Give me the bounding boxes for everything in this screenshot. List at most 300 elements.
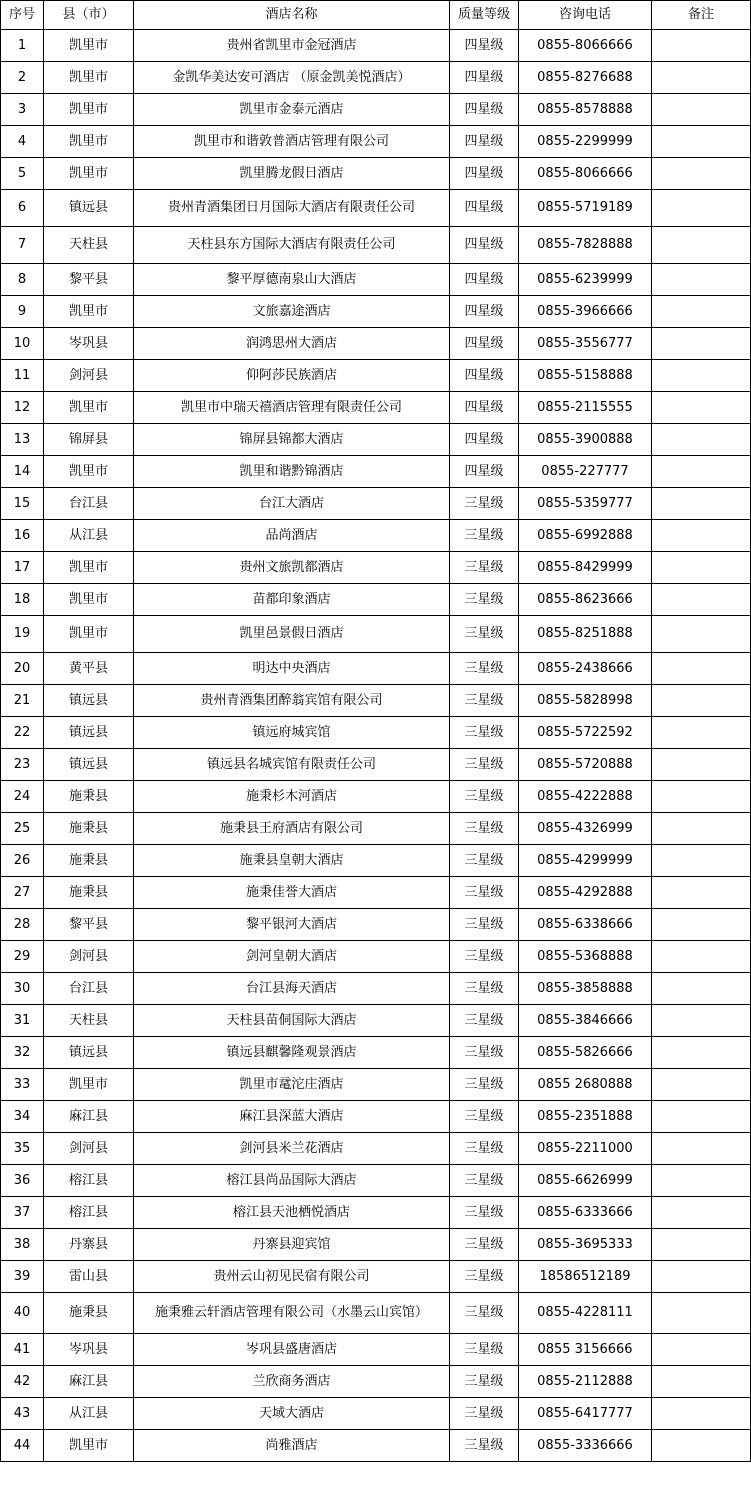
table-row (1, 1037, 751, 1069)
cell-no: 17 (1, 552, 44, 584)
cell-phone: 0855-5368888 (519, 941, 652, 973)
table-row (1, 1334, 751, 1366)
cell-grade: 三星级 (450, 1197, 519, 1229)
cell-note (652, 158, 751, 190)
table-row (1, 909, 751, 941)
table-row (1, 360, 751, 392)
cell-phone: 0855-5828998 (519, 685, 652, 717)
cell-hotel-name: 锦屏县锦都大酒店 (134, 424, 450, 456)
cell-grade: 四星级 (450, 227, 519, 264)
table-row (1, 190, 751, 227)
cell-grade: 三星级 (450, 685, 519, 717)
cell-county: 丹寨县 (44, 1229, 134, 1261)
cell-grade: 四星级 (450, 424, 519, 456)
cell-no: 40 (1, 1293, 44, 1334)
table-row (1, 126, 751, 158)
cell-grade: 四星级 (450, 158, 519, 190)
cell-note (652, 94, 751, 126)
cell-phone: 0855-8251888 (519, 616, 652, 653)
cell-no: 1 (1, 30, 44, 62)
cell-county: 镇远县 (44, 685, 134, 717)
cell-hotel-name: 润鸿思州大酒店 (134, 328, 450, 360)
cell-phone: 0855-6992888 (519, 520, 652, 552)
cell-hotel-name: 榕江县尚品国际大酒店 (134, 1165, 450, 1197)
cell-no: 18 (1, 584, 44, 616)
cell-no: 39 (1, 1261, 44, 1293)
cell-phone: 0855-3966666 (519, 296, 652, 328)
cell-no: 30 (1, 973, 44, 1005)
cell-grade: 四星级 (450, 456, 519, 488)
header-hotel-name: 酒店名称 (134, 1, 450, 30)
cell-phone: 0855-8066666 (519, 158, 652, 190)
cell-county: 榕江县 (44, 1197, 134, 1229)
cell-hotel-name: 黎平银河大酒店 (134, 909, 450, 941)
cell-hotel-name: 施秉杉木河酒店 (134, 781, 450, 813)
cell-note (652, 1197, 751, 1229)
cell-note (652, 1366, 751, 1398)
cell-note (652, 1398, 751, 1430)
cell-grade: 三星级 (450, 552, 519, 584)
cell-county: 岑巩县 (44, 1334, 134, 1366)
cell-grade: 三星级 (450, 1037, 519, 1069)
cell-county: 台江县 (44, 973, 134, 1005)
cell-grade: 四星级 (450, 392, 519, 424)
cell-no: 14 (1, 456, 44, 488)
cell-grade: 四星级 (450, 62, 519, 94)
table-row (1, 158, 751, 190)
cell-grade: 三星级 (450, 781, 519, 813)
cell-note (652, 1133, 751, 1165)
cell-note (652, 227, 751, 264)
cell-hotel-name: 黎平厚德南泉山大酒店 (134, 264, 450, 296)
cell-hotel-name: 台江县海天酒店 (134, 973, 450, 1005)
cell-grade: 三星级 (450, 616, 519, 653)
table-row (1, 813, 751, 845)
cell-note (652, 1037, 751, 1069)
cell-note (652, 781, 751, 813)
cell-no: 37 (1, 1197, 44, 1229)
cell-phone: 0855-7828888 (519, 227, 652, 264)
cell-phone: 0855-6338666 (519, 909, 652, 941)
cell-note (652, 1261, 751, 1293)
cell-note (652, 552, 751, 584)
cell-hotel-name: 贵州省凯里市金冠酒店 (134, 30, 450, 62)
table-row (1, 1261, 751, 1293)
cell-county: 凯里市 (44, 456, 134, 488)
cell-hotel-name: 凯里腾龙假日酒店 (134, 158, 450, 190)
cell-no: 26 (1, 845, 44, 877)
table-row (1, 1430, 751, 1462)
cell-hotel-name: 凯里和谐黔锦酒店 (134, 456, 450, 488)
cell-phone: 0855-3858888 (519, 973, 652, 1005)
cell-county: 施秉县 (44, 1293, 134, 1334)
cell-no: 27 (1, 877, 44, 909)
cell-county: 凯里市 (44, 1069, 134, 1101)
cell-no: 16 (1, 520, 44, 552)
cell-county: 施秉县 (44, 781, 134, 813)
cell-grade: 四星级 (450, 94, 519, 126)
cell-hotel-name: 品尚酒店 (134, 520, 450, 552)
cell-hotel-name: 明达中央酒店 (134, 653, 450, 685)
cell-grade: 三星级 (450, 973, 519, 1005)
cell-note (652, 264, 751, 296)
cell-hotel-name: 镇远县名城宾馆有限责任公司 (134, 749, 450, 781)
cell-county: 镇远县 (44, 717, 134, 749)
cell-hotel-name: 凯里市金泰元酒店 (134, 94, 450, 126)
cell-phone: 0855-3846666 (519, 1005, 652, 1037)
cell-no: 5 (1, 158, 44, 190)
cell-grade: 三星级 (450, 1229, 519, 1261)
cell-note (652, 1334, 751, 1366)
table-body (1, 30, 751, 1462)
cell-hotel-name: 文旅嘉途酒店 (134, 296, 450, 328)
cell-phone: 18586512189 (519, 1261, 652, 1293)
cell-no: 36 (1, 1165, 44, 1197)
cell-note (652, 62, 751, 94)
cell-grade: 三星级 (450, 749, 519, 781)
cell-county: 岑巩县 (44, 328, 134, 360)
cell-phone: 0855-3556777 (519, 328, 652, 360)
cell-note (652, 941, 751, 973)
cell-no: 28 (1, 909, 44, 941)
cell-note (652, 973, 751, 1005)
cell-no: 33 (1, 1069, 44, 1101)
table-row (1, 685, 751, 717)
cell-grade: 四星级 (450, 296, 519, 328)
cell-county: 凯里市 (44, 392, 134, 424)
cell-phone: 0855-4299999 (519, 845, 652, 877)
header-note: 备注 (652, 1, 751, 30)
cell-hotel-name: 天柱县苗侗国际大酒店 (134, 1005, 450, 1037)
cell-phone: 0855-2438666 (519, 653, 652, 685)
cell-no: 7 (1, 227, 44, 264)
cell-no: 34 (1, 1101, 44, 1133)
cell-no: 32 (1, 1037, 44, 1069)
cell-county: 镇远县 (44, 190, 134, 227)
cell-county: 凯里市 (44, 30, 134, 62)
cell-phone: 0855-4326999 (519, 813, 652, 845)
cell-hotel-name: 镇远府城宾馆 (134, 717, 450, 749)
cell-hotel-name: 天柱县东方国际大酒店有限责任公司 (134, 227, 450, 264)
cell-county: 从江县 (44, 1398, 134, 1430)
cell-phone: 0855-2112888 (519, 1366, 652, 1398)
cell-hotel-name: 贵州青酒集团醉翁宾馆有限公司 (134, 685, 450, 717)
cell-note (652, 1229, 751, 1261)
cell-county: 凯里市 (44, 296, 134, 328)
cell-phone: 0855 3156666 (519, 1334, 652, 1366)
cell-grade: 三星级 (450, 1430, 519, 1462)
cell-county: 剑河县 (44, 360, 134, 392)
table-row (1, 392, 751, 424)
table-row (1, 845, 751, 877)
table-row (1, 1069, 751, 1101)
cell-county: 施秉县 (44, 877, 134, 909)
cell-grade: 三星级 (450, 845, 519, 877)
cell-note (652, 30, 751, 62)
cell-grade: 三星级 (450, 653, 519, 685)
table-row (1, 520, 751, 552)
cell-hotel-name: 兰欣商务酒店 (134, 1366, 450, 1398)
cell-county: 黄平县 (44, 653, 134, 685)
cell-county: 黎平县 (44, 909, 134, 941)
cell-hotel-name: 丹寨县迎宾馆 (134, 1229, 450, 1261)
cell-hotel-name: 剑河皇朝大酒店 (134, 941, 450, 973)
cell-grade: 三星级 (450, 717, 519, 749)
cell-no: 23 (1, 749, 44, 781)
cell-grade: 三星级 (450, 1165, 519, 1197)
cell-no: 11 (1, 360, 44, 392)
cell-grade: 三星级 (450, 813, 519, 845)
cell-no: 31 (1, 1005, 44, 1037)
cell-county: 凯里市 (44, 126, 134, 158)
cell-no: 8 (1, 264, 44, 296)
cell-note (652, 1165, 751, 1197)
cell-no: 15 (1, 488, 44, 520)
cell-grade: 三星级 (450, 909, 519, 941)
cell-no: 20 (1, 653, 44, 685)
cell-phone: 0855-2211000 (519, 1133, 652, 1165)
cell-note (652, 813, 751, 845)
cell-hotel-name: 天域大酒店 (134, 1398, 450, 1430)
cell-no: 3 (1, 94, 44, 126)
cell-hotel-name: 施秉县王府酒店有限公司 (134, 813, 450, 845)
cell-note (652, 456, 751, 488)
cell-phone: 0855 2680888 (519, 1069, 652, 1101)
cell-phone: 0855-6239999 (519, 264, 652, 296)
cell-note (652, 328, 751, 360)
cell-note (652, 392, 751, 424)
cell-note (652, 616, 751, 653)
cell-county: 凯里市 (44, 552, 134, 584)
cell-note (652, 126, 751, 158)
table-row (1, 749, 751, 781)
cell-phone: 0855-6417777 (519, 1398, 652, 1430)
cell-county: 剑河县 (44, 941, 134, 973)
cell-hotel-name: 苗都印象酒店 (134, 584, 450, 616)
cell-phone: 0855-5720888 (519, 749, 652, 781)
cell-note (652, 1069, 751, 1101)
cell-note (652, 653, 751, 685)
cell-grade: 四星级 (450, 264, 519, 296)
cell-no: 44 (1, 1430, 44, 1462)
table-row (1, 1197, 751, 1229)
header-grade: 质量等级 (450, 1, 519, 30)
cell-phone: 0855-4292888 (519, 877, 652, 909)
cell-no: 4 (1, 126, 44, 158)
cell-county: 黎平县 (44, 264, 134, 296)
cell-note (652, 360, 751, 392)
cell-county: 雷山县 (44, 1261, 134, 1293)
cell-county: 施秉县 (44, 813, 134, 845)
table-row (1, 1005, 751, 1037)
cell-grade: 三星级 (450, 1101, 519, 1133)
cell-hotel-name: 凯里市和谐敦普酒店管理有限公司 (134, 126, 450, 158)
cell-phone: 0855-4222888 (519, 781, 652, 813)
cell-no: 22 (1, 717, 44, 749)
cell-no: 13 (1, 424, 44, 456)
cell-grade: 三星级 (450, 1069, 519, 1101)
cell-no: 2 (1, 62, 44, 94)
cell-note (652, 296, 751, 328)
cell-no: 38 (1, 1229, 44, 1261)
table-row (1, 94, 751, 126)
cell-no: 29 (1, 941, 44, 973)
cell-county: 凯里市 (44, 584, 134, 616)
cell-note (652, 1293, 751, 1334)
cell-note (652, 749, 751, 781)
cell-no: 21 (1, 685, 44, 717)
cell-phone: 0855-3900888 (519, 424, 652, 456)
cell-grade: 三星级 (450, 1334, 519, 1366)
table-row (1, 877, 751, 909)
cell-hotel-name: 镇远县麒馨隆观景酒店 (134, 1037, 450, 1069)
cell-hotel-name: 榕江县天池栖悦酒店 (134, 1197, 450, 1229)
cell-grade: 三星级 (450, 1366, 519, 1398)
table-row (1, 552, 751, 584)
cell-county: 凯里市 (44, 158, 134, 190)
table-row (1, 1366, 751, 1398)
cell-grade: 四星级 (450, 126, 519, 158)
cell-county: 麻江县 (44, 1366, 134, 1398)
cell-grade: 三星级 (450, 1005, 519, 1037)
header-phone: 咨询电话 (519, 1, 652, 30)
cell-hotel-name: 麻江县深蓝大酒店 (134, 1101, 450, 1133)
cell-note (652, 1005, 751, 1037)
cell-no: 19 (1, 616, 44, 653)
cell-grade: 三星级 (450, 1293, 519, 1334)
cell-note (652, 488, 751, 520)
cell-grade: 四星级 (450, 190, 519, 227)
header-no: 序号 (1, 1, 44, 30)
cell-county: 凯里市 (44, 1430, 134, 1462)
cell-phone: 0855-6626999 (519, 1165, 652, 1197)
header-county: 县（市） (44, 1, 134, 30)
cell-note (652, 717, 751, 749)
cell-phone: 0855-5719189 (519, 190, 652, 227)
table-row (1, 584, 751, 616)
cell-phone: 0855-2299999 (519, 126, 652, 158)
cell-note (652, 1430, 751, 1462)
cell-hotel-name: 岑巩县盛唐酒店 (134, 1334, 450, 1366)
table-row (1, 781, 751, 813)
table-row (1, 1165, 751, 1197)
cell-grade: 三星级 (450, 941, 519, 973)
cell-phone: 0855-4228111 (519, 1293, 652, 1334)
cell-phone: 0855-5359777 (519, 488, 652, 520)
table-row (1, 941, 751, 973)
cell-county: 施秉县 (44, 845, 134, 877)
cell-no: 24 (1, 781, 44, 813)
cell-note (652, 424, 751, 456)
cell-no: 12 (1, 392, 44, 424)
cell-hotel-name: 仰阿莎民族酒店 (134, 360, 450, 392)
cell-grade: 三星级 (450, 1261, 519, 1293)
cell-note (652, 1101, 751, 1133)
table-row (1, 1229, 751, 1261)
cell-hotel-name: 凯里邑景假日酒店 (134, 616, 450, 653)
table-row (1, 424, 751, 456)
cell-phone: 0855-2115555 (519, 392, 652, 424)
table-row (1, 1293, 751, 1334)
cell-hotel-name: 贵州文旅凯都酒店 (134, 552, 450, 584)
cell-phone: 0855-8623666 (519, 584, 652, 616)
cell-hotel-name: 尚雅酒店 (134, 1430, 450, 1462)
cell-phone: 0855-227777 (519, 456, 652, 488)
table-row (1, 1398, 751, 1430)
cell-hotel-name: 凯里市鼋沱庄酒店 (134, 1069, 450, 1101)
cell-grade: 四星级 (450, 328, 519, 360)
table-row (1, 973, 751, 1005)
cell-county: 凯里市 (44, 616, 134, 653)
cell-grade: 三星级 (450, 584, 519, 616)
header-row (1, 1, 751, 30)
table-row (1, 264, 751, 296)
cell-phone: 0855-8276688 (519, 62, 652, 94)
cell-county: 天柱县 (44, 1005, 134, 1037)
cell-phone: 0855-3695333 (519, 1229, 652, 1261)
cell-grade: 四星级 (450, 30, 519, 62)
cell-phone: 0855-3336666 (519, 1430, 652, 1462)
cell-phone: 0855-5826666 (519, 1037, 652, 1069)
cell-county: 榕江县 (44, 1165, 134, 1197)
cell-county: 凯里市 (44, 62, 134, 94)
cell-note (652, 584, 751, 616)
table-row (1, 717, 751, 749)
cell-note (652, 909, 751, 941)
cell-no: 42 (1, 1366, 44, 1398)
cell-note (652, 685, 751, 717)
table-row (1, 296, 751, 328)
table-row (1, 30, 751, 62)
cell-hotel-name: 凯里市中瑞天禧酒店管理有限责任公司 (134, 392, 450, 424)
cell-hotel-name: 贵州云山初见民宿有限公司 (134, 1261, 450, 1293)
cell-county: 天柱县 (44, 227, 134, 264)
cell-no: 10 (1, 328, 44, 360)
cell-grade: 四星级 (450, 360, 519, 392)
cell-phone: 0855-5722592 (519, 717, 652, 749)
cell-phone: 0855-8578888 (519, 94, 652, 126)
cell-grade: 三星级 (450, 488, 519, 520)
cell-hotel-name: 施秉佳誉大酒店 (134, 877, 450, 909)
cell-phone: 0855-5158888 (519, 360, 652, 392)
cell-note (652, 520, 751, 552)
cell-hotel-name: 台江大酒店 (134, 488, 450, 520)
cell-grade: 三星级 (450, 877, 519, 909)
cell-hotel-name: 施秉县皇朝大酒店 (134, 845, 450, 877)
cell-no: 35 (1, 1133, 44, 1165)
cell-note (652, 845, 751, 877)
cell-county: 镇远县 (44, 1037, 134, 1069)
cell-hotel-name: 贵州青酒集团日月国际大酒店有限责任公司 (134, 190, 450, 227)
cell-phone: 0855-8429999 (519, 552, 652, 584)
table-row (1, 328, 751, 360)
cell-no: 41 (1, 1334, 44, 1366)
table-row (1, 62, 751, 94)
cell-no: 43 (1, 1398, 44, 1430)
table-row (1, 1133, 751, 1165)
table-row (1, 488, 751, 520)
table-row (1, 616, 751, 653)
cell-phone: 0855-6333666 (519, 1197, 652, 1229)
table-row (1, 653, 751, 685)
cell-county: 凯里市 (44, 94, 134, 126)
cell-no: 6 (1, 190, 44, 227)
table-row (1, 456, 751, 488)
cell-note (652, 190, 751, 227)
cell-county: 台江县 (44, 488, 134, 520)
cell-grade: 三星级 (450, 1133, 519, 1165)
cell-grade: 三星级 (450, 1398, 519, 1430)
